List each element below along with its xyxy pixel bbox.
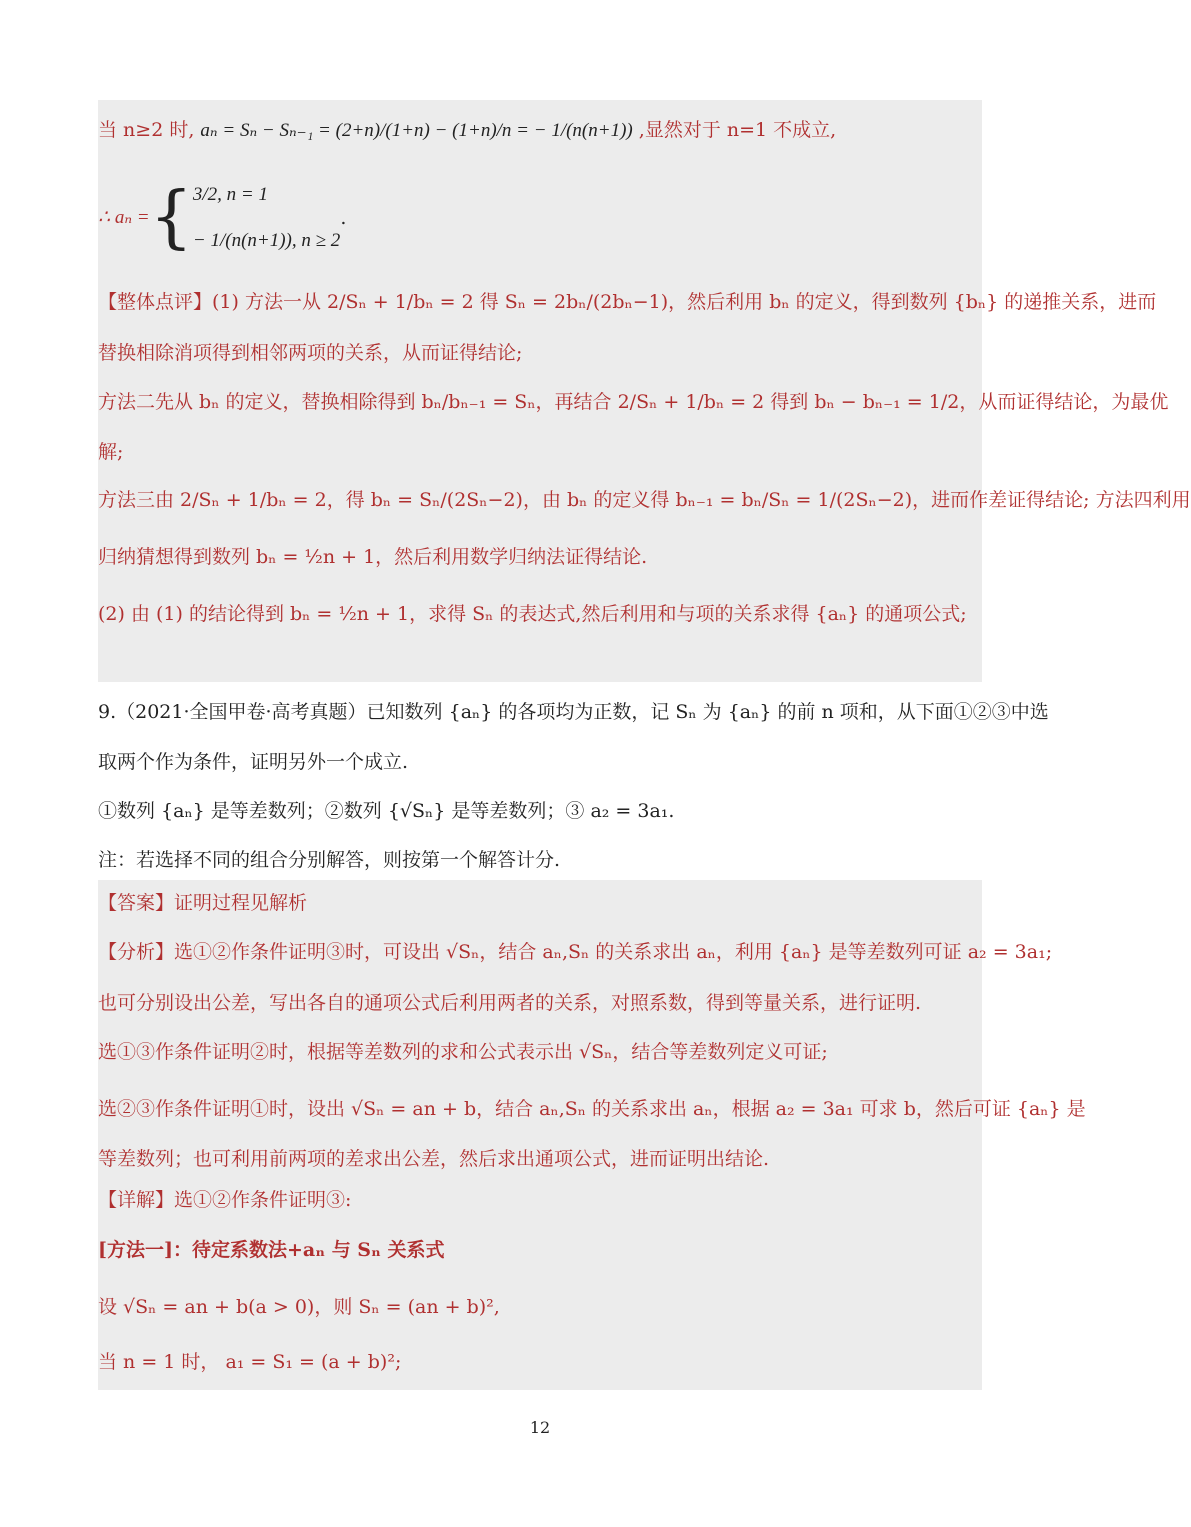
review-line: 归纳猜想得到数列 bₙ = ½n + 1，然后利用数学归纳法证得结论. bbox=[98, 546, 648, 568]
analysis-line: 【分析】选①②作条件证明③时，可设出 √Sₙ，结合 aₙ,Sₙ 的关系求出 aₙ，利用 {aₙ} 是等差数列可证 a₂ = 3a₁; bbox=[98, 941, 1053, 963]
analysis-line: 等差数列；也可利用前两项的差求出公差，然后求出通项公式，进而证明出结论. bbox=[98, 1148, 770, 1170]
review-line: 解; bbox=[98, 441, 124, 463]
page-number: 12 bbox=[529, 1418, 551, 1437]
answer-line: 【答案】证明过程见解析 bbox=[98, 892, 308, 914]
piecewise-formula: ∴ aₙ = { 3/2, n = 1 − 1/(n(n+1)), n ≥ 2 . bbox=[98, 178, 347, 257]
question-text: 9.（2021·全国甲卷·高考真题）已知数列 {aₙ} 的各项均为正数，记 Sₙ 为 {aₙ} 的前 n 项和，从下面①②③中选 bbox=[98, 701, 1049, 723]
detail-line: 设 √Sₙ = an + b(a > 0)，则 Sₙ = (an + b)², bbox=[98, 1296, 500, 1318]
detail-heading: 【详解】选①②作条件证明③: bbox=[98, 1189, 352, 1211]
solution-line: 当 n≥2 时, aₙ = Sₙ − Sₙ₋₁ = (2+n)/(1+n) − (1+n)/n = − 1/(n(n+1)) ,显然对于 n=1 不成立, bbox=[98, 119, 837, 141]
detail-line: 当 n = 1 时， a₁ = S₁ = (a + b)²; bbox=[98, 1351, 402, 1373]
analysis-line: 也可分别设出公差，写出各自的通项公式后利用两者的关系，对照系数，得到等量关系，进行证明. bbox=[98, 992, 922, 1014]
question-conditions: ①数列 {aₙ} 是等差数列；②数列 {√Sₙ} 是等差数列；③ a₂ = 3a₁. bbox=[98, 800, 675, 822]
piece-case-1: 3/2, n = 1 bbox=[192, 184, 268, 205]
left-brace-icon: { bbox=[149, 178, 193, 257]
review-line: (2) 由 (1) 的结论得到 bₙ = ½n + 1，求得 Sₙ 的表达式,然后利用和与项的关系求得 {aₙ} 的通项公式; bbox=[98, 603, 967, 625]
question-text: 取两个作为条件，证明另外一个成立. bbox=[98, 751, 409, 773]
formula: aₙ = Sₙ − Sₙ₋₁ = (2+n)/(1+n) − (1+n)/n = − 1/(n(n+1)) bbox=[200, 120, 633, 141]
review-line: 【整体点评】(1) 方法一从 2/Sₙ + 1/bₙ = 2 得 Sₙ = 2bₙ/(2bₙ−1)，然后利用 bₙ 的定义，得到数列 {bₙ} 的递推关系，进而 bbox=[98, 291, 1157, 313]
review-line: 方法三由 2/Sₙ + 1/bₙ = 2，得 bₙ = Sₙ/(2Sₙ−2)，由 bₙ 的定义得 bₙ₋₁ = bₙ/Sₙ = 1/(2Sₙ−2)，进而作差证得结论; 方法四利用 bbox=[98, 489, 1191, 511]
analysis-line: 选①③作条件证明②时，根据等差数列的求和公式表示出 √Sₙ，结合等差数列定义可证; bbox=[98, 1041, 828, 1063]
question-note: 注：若选择不同的组合分别解答，则按第一个解答计分. bbox=[98, 849, 561, 871]
review-line: 替换相除消项得到相邻两项的关系，从而证得结论; bbox=[98, 342, 523, 364]
method-heading: [方法一]：待定系数法+aₙ 与 Sₙ 关系式 bbox=[98, 1239, 445, 1261]
review-line: 方法二先从 bₙ 的定义，替换相除得到 bₙ/bₙ₋₁ = Sₙ，再结合 2/Sₙ + 1/bₙ = 2 得到 bₙ − bₙ₋₁ = 1/2，从而证得结论，为最优 bbox=[98, 391, 1169, 413]
analysis-line: 选②③作条件证明①时，设出 √Sₙ = an + b，结合 aₙ,Sₙ 的关系求出 aₙ，根据 a₂ = 3a₁ 可求 b，然后可证 {aₙ} 是 bbox=[98, 1098, 1086, 1120]
piece-case-2: − 1/(n(n+1)), n ≥ 2 bbox=[192, 230, 341, 251]
